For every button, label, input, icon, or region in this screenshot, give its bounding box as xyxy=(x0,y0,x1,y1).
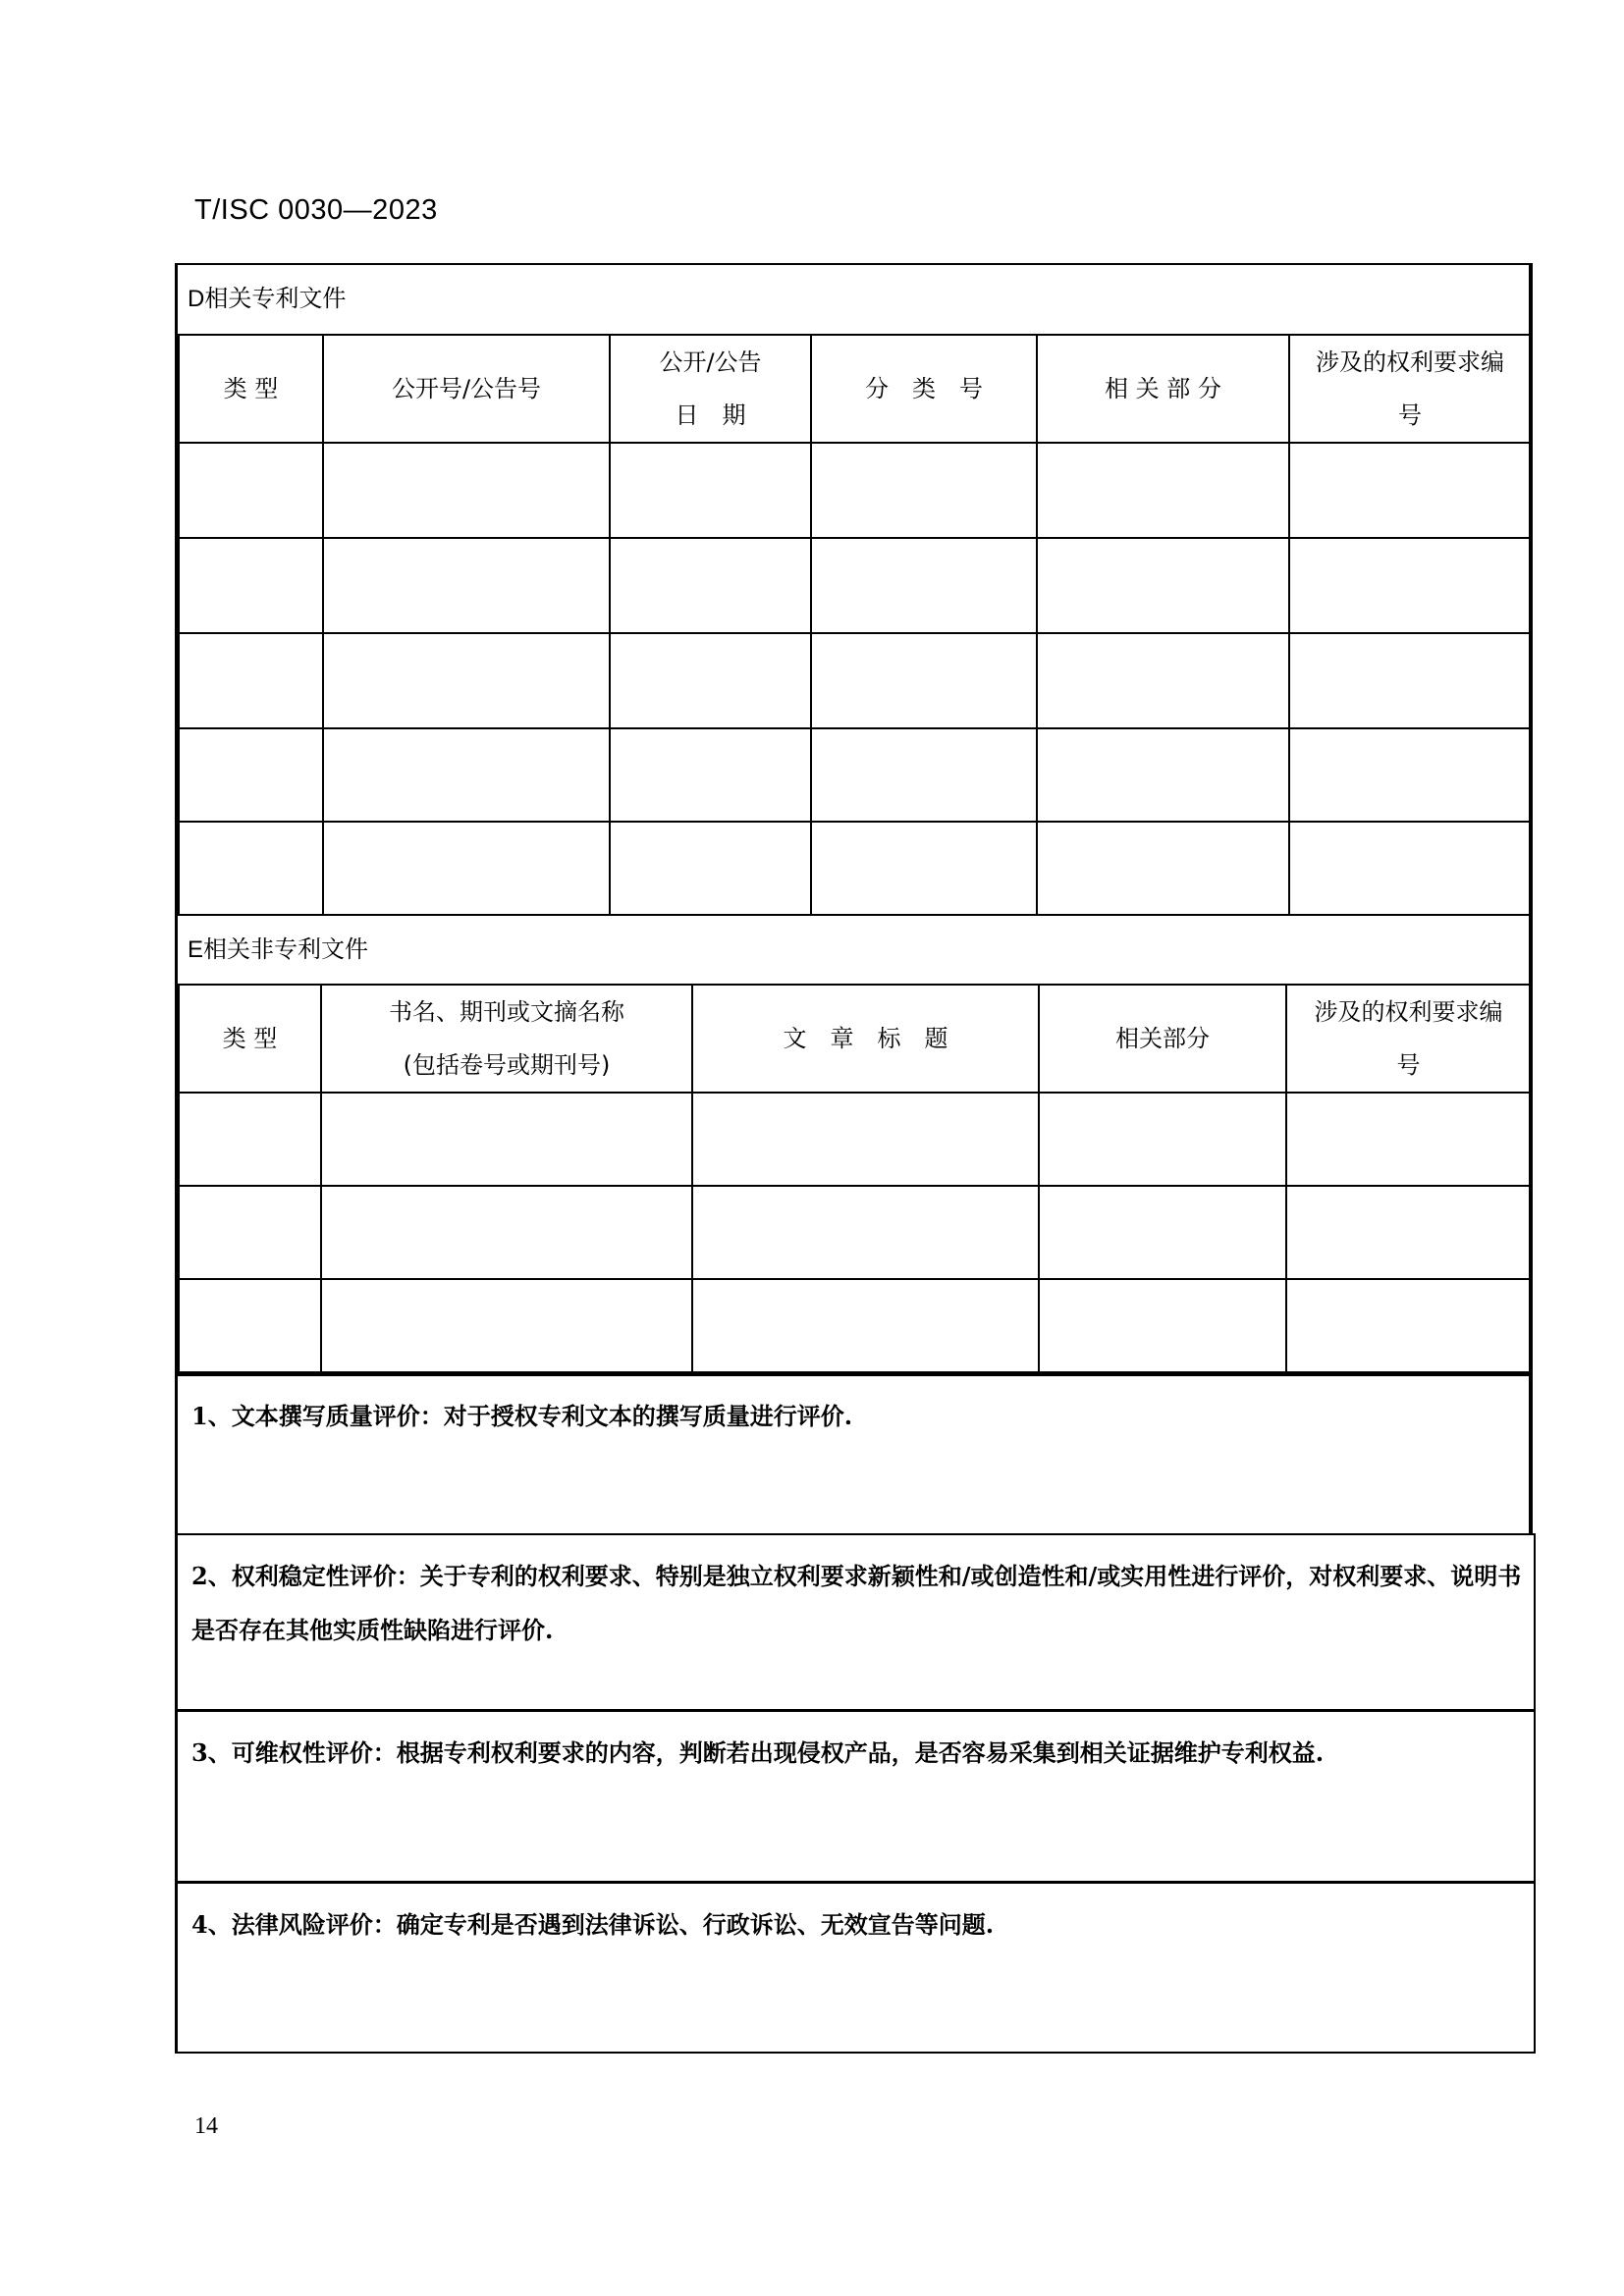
table-cell[interactable] xyxy=(179,728,323,822)
table-cell[interactable] xyxy=(811,822,1037,915)
col-header: 书名、期刊或文摘名称 (包括卷号或期刊号) xyxy=(321,985,692,1093)
table-cell[interactable] xyxy=(179,538,323,633)
evaluation-prompt: 4、法律风险评价：确定专利是否遇到法律诉讼、行政诉讼、无效宣告等问题. xyxy=(191,1910,995,1939)
table-cell[interactable] xyxy=(1289,538,1531,633)
table-header-row xyxy=(179,335,1531,443)
col-header: 类 型 xyxy=(179,335,323,443)
table-cell[interactable] xyxy=(1037,633,1289,728)
table-cell[interactable] xyxy=(1039,1186,1286,1279)
table-row xyxy=(179,1279,1531,1372)
table-cell[interactable] xyxy=(692,1093,1039,1186)
table-cell[interactable] xyxy=(1286,1186,1531,1279)
evaluation-box-enforceability[interactable] xyxy=(175,1709,1536,1883)
table-cell[interactable] xyxy=(321,1093,692,1186)
col-header: 类 型 xyxy=(179,985,321,1093)
related-non-patents-table xyxy=(178,984,1532,1373)
evaluation-box-stability[interactable] xyxy=(175,1533,1536,1711)
table-cell[interactable] xyxy=(692,1186,1039,1279)
evaluation-prompt: 2、权利稳定性评价：关于专利的权利要求、特别是独立权利要求新颖性和/或创造性和/或实用性进行评价，对权利要求、说明书是否存在其他实质性缺陷进行评价. xyxy=(191,1562,1522,1644)
table-row xyxy=(179,443,1531,538)
table-cell[interactable] xyxy=(179,1279,321,1372)
table-cell[interactable] xyxy=(1289,822,1531,915)
table-cell[interactable] xyxy=(179,633,323,728)
col-header: 相关部分 xyxy=(1039,985,1286,1093)
section-d-title: D相关专利文件 xyxy=(188,285,347,312)
col-header: 相 关 部 分 xyxy=(1037,335,1289,443)
table-cell[interactable] xyxy=(811,728,1037,822)
table-cell[interactable] xyxy=(610,728,811,822)
col-header: 公开号/公告号 xyxy=(323,335,610,443)
table-cell[interactable] xyxy=(610,822,811,915)
col-header: 涉及的权利要求编 号 xyxy=(1289,335,1531,443)
table-cell[interactable] xyxy=(1286,1093,1531,1186)
table-header-row xyxy=(179,985,1531,1093)
evaluation-prompt: 1、文本撰写质量评价：对于授权专利文本的撰写质量进行评价. xyxy=(191,1402,853,1430)
table-cell[interactable] xyxy=(1037,443,1289,538)
table-row xyxy=(179,728,1531,822)
col-header: 涉及的权利要求编 号 xyxy=(1286,985,1531,1093)
table-cell[interactable] xyxy=(1037,728,1289,822)
table-cell[interactable] xyxy=(811,633,1037,728)
table-cell[interactable] xyxy=(1289,633,1531,728)
table-row xyxy=(179,633,1531,728)
table-row xyxy=(179,822,1531,915)
table-cell[interactable] xyxy=(1039,1093,1286,1186)
table-cell[interactable] xyxy=(179,1186,321,1279)
table-cell[interactable] xyxy=(811,538,1037,633)
col-header: 文 章 标 题 xyxy=(692,985,1039,1093)
table-cell[interactable] xyxy=(179,822,323,915)
table-cell[interactable] xyxy=(323,538,610,633)
evaluation-prompt: 3、可维权性评价：根据专利权利要求的内容，判断若出现侵权产品，是否容易采集到相关证据维护专利权益. xyxy=(191,1738,1325,1767)
table-cell[interactable] xyxy=(610,443,811,538)
section-e-title: E相关非专利文件 xyxy=(188,935,369,963)
table-cell[interactable] xyxy=(1039,1279,1286,1372)
col-header: 公开/公告 日 期 xyxy=(610,335,811,443)
table-cell[interactable] xyxy=(811,443,1037,538)
related-patents-table xyxy=(178,334,1532,916)
table-cell[interactable] xyxy=(1037,538,1289,633)
section-e-frame xyxy=(175,914,1533,1376)
evaluation-box-writing-quality[interactable] xyxy=(175,1373,1533,1535)
table-cell[interactable] xyxy=(323,728,610,822)
table-cell[interactable] xyxy=(692,1279,1039,1372)
table-cell[interactable] xyxy=(323,443,610,538)
table-cell[interactable] xyxy=(1289,728,1531,822)
table-cell[interactable] xyxy=(610,633,811,728)
table-cell[interactable] xyxy=(179,1093,321,1186)
table-row xyxy=(179,538,1531,633)
table-row xyxy=(179,1093,1531,1186)
section-d-frame xyxy=(175,263,1533,916)
evaluation-box-legal-risk[interactable] xyxy=(175,1881,1536,2054)
table-cell[interactable] xyxy=(323,822,610,915)
table-cell[interactable] xyxy=(321,1279,692,1372)
table-row xyxy=(179,1186,1531,1279)
page-number: 14 xyxy=(194,2113,218,2139)
document-code: T/ISC 0030—2023 xyxy=(194,194,438,226)
table-cell[interactable] xyxy=(1289,443,1531,538)
col-header: 分 类 号 xyxy=(811,335,1037,443)
table-cell[interactable] xyxy=(323,633,610,728)
table-cell[interactable] xyxy=(610,538,811,633)
table-cell[interactable] xyxy=(1286,1279,1531,1372)
table-cell[interactable] xyxy=(1037,822,1289,915)
table-cell[interactable] xyxy=(179,443,323,538)
table-cell[interactable] xyxy=(321,1186,692,1279)
